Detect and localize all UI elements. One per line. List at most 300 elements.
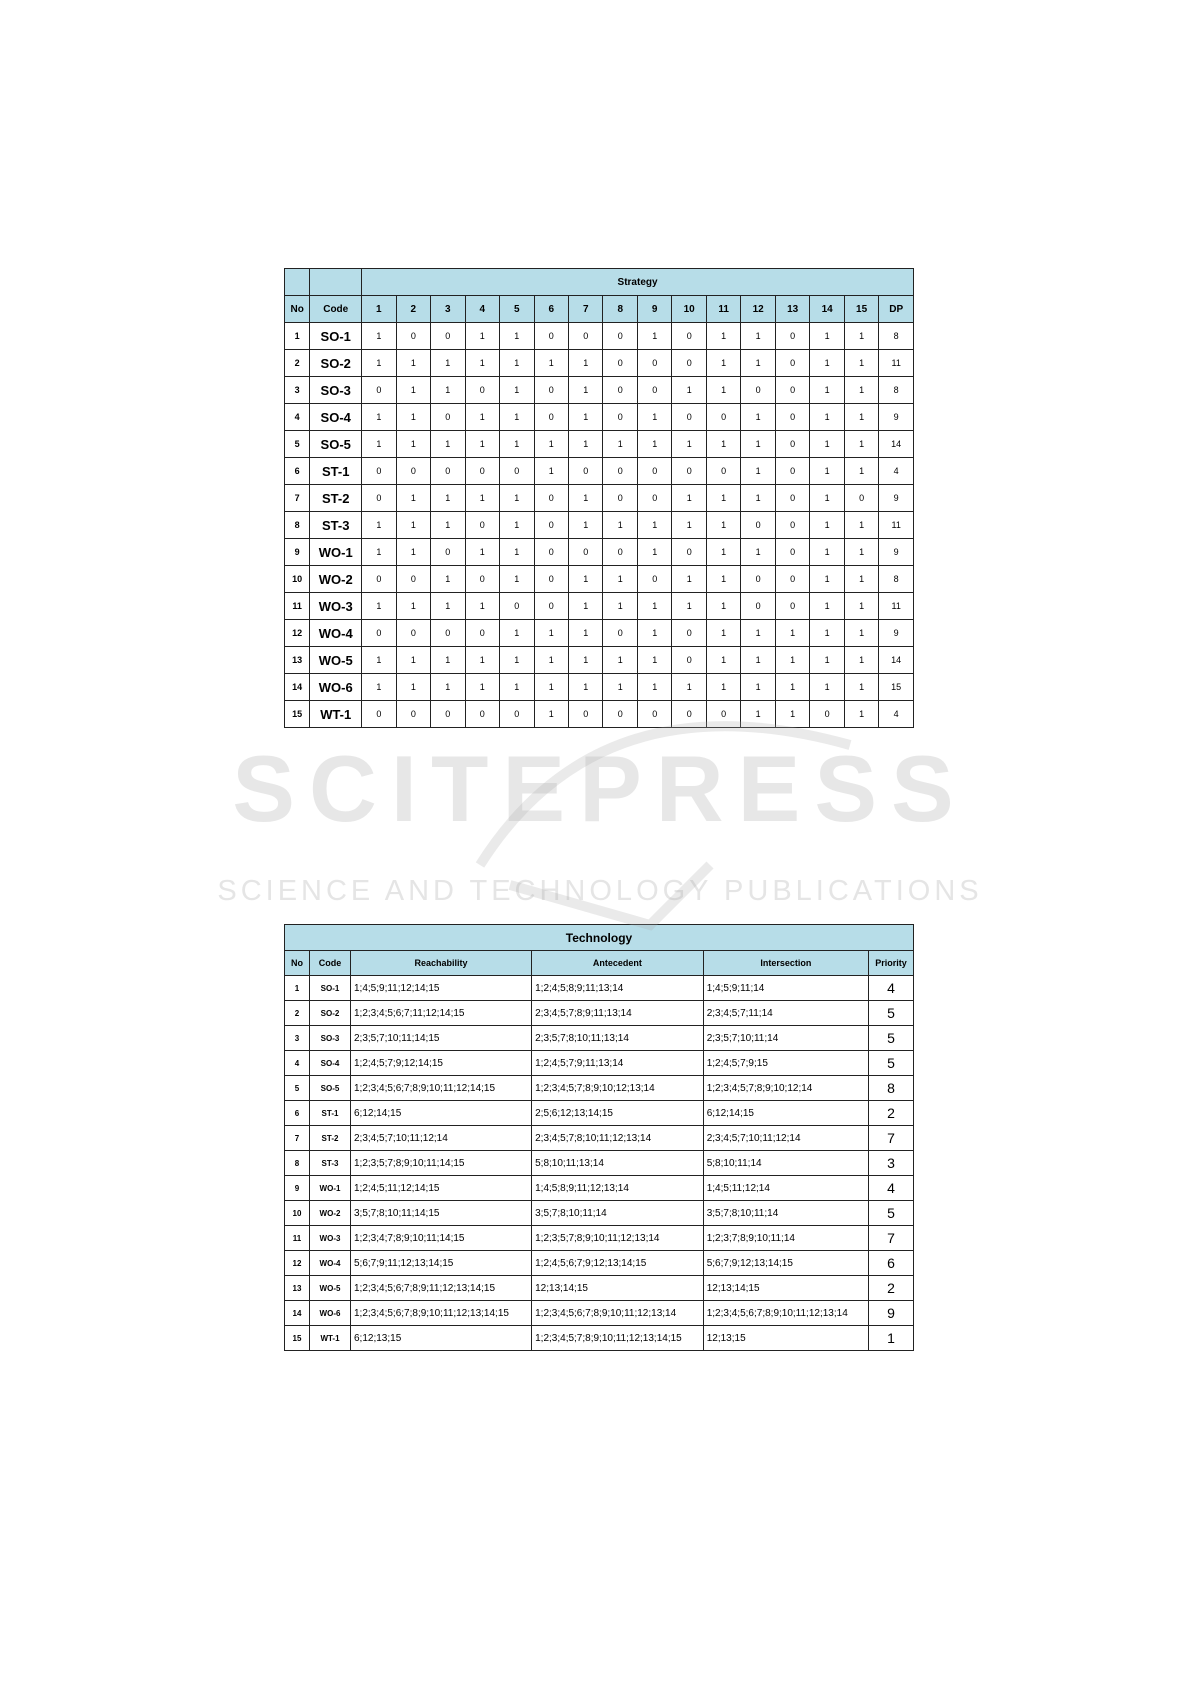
- matrix-cell: 1: [741, 458, 775, 485]
- table-row: [285, 647, 914, 674]
- row-number: 2: [285, 1001, 310, 1026]
- matrix-cell: 0: [603, 323, 637, 350]
- matrix-cell: 1: [362, 512, 396, 539]
- matrix-cell: 1: [810, 593, 844, 620]
- table-row: [285, 1001, 914, 1026]
- matrix-cell: 1: [637, 539, 671, 566]
- matrix-cell: 0: [637, 350, 671, 377]
- intersection-cell: 5;8;10;11;14: [703, 1151, 868, 1176]
- matrix-cell: 1: [637, 323, 671, 350]
- matrix-cell: 1: [844, 647, 878, 674]
- matrix-cell: 1: [465, 647, 499, 674]
- matrix-cell: 1: [362, 431, 396, 458]
- matrix-cell: 0: [637, 377, 671, 404]
- matrix-cell: 1: [810, 620, 844, 647]
- matrix-cell: 1: [706, 539, 740, 566]
- row-code: SO-1: [310, 323, 362, 350]
- matrix-cell: 1: [603, 431, 637, 458]
- matrix-cell: 1: [500, 485, 534, 512]
- matrix-cell: 9: [879, 539, 914, 566]
- intersection-cell: 1;2;4;5;7;9;15: [703, 1051, 868, 1076]
- row-number: 15: [285, 701, 310, 728]
- matrix-cell: 1: [534, 647, 568, 674]
- matrix-cell: 1: [603, 593, 637, 620]
- matrix-cell: 1: [569, 647, 603, 674]
- matrix-cell: 1: [362, 593, 396, 620]
- intersection-cell: 2;3;4;5;7;11;14: [703, 1001, 868, 1026]
- row-number: 6: [285, 458, 310, 485]
- matrix-cell: 1: [637, 620, 671, 647]
- matrix-cell: 0: [706, 458, 740, 485]
- row-code: ST-3: [310, 1151, 351, 1176]
- watermark-main-text: SCITEPRESS: [232, 736, 968, 841]
- matrix-cell: 1: [396, 539, 430, 566]
- matrix-cell: 1: [741, 323, 775, 350]
- matrix-cell: 0: [534, 593, 568, 620]
- matrix-cell: 1: [672, 377, 706, 404]
- matrix-cell: 1: [500, 512, 534, 539]
- matrix-cell: 0: [844, 485, 878, 512]
- strategy-body: [285, 323, 914, 728]
- matrix-cell: 9: [879, 620, 914, 647]
- matrix-cell: 1: [465, 539, 499, 566]
- col-header-8: 8: [603, 296, 637, 323]
- matrix-cell: 1: [844, 431, 878, 458]
- priority-cell: 2: [869, 1101, 914, 1126]
- matrix-cell: 1: [672, 674, 706, 701]
- matrix-cell: 0: [672, 539, 706, 566]
- matrix-cell: 1: [569, 350, 603, 377]
- matrix-cell: 9: [879, 404, 914, 431]
- col-header-intersection: Intersection: [703, 951, 868, 976]
- matrix-cell: 0: [775, 404, 809, 431]
- antecedent-cell: 1;2;4;5;6;7;9;12;13;14;15: [532, 1251, 704, 1276]
- matrix-cell: 1: [810, 404, 844, 431]
- matrix-cell: 1: [741, 539, 775, 566]
- col-header-no: No: [285, 296, 310, 323]
- antecedent-cell: 2;3;4;5;7;8;9;11;13;14: [532, 1001, 704, 1026]
- matrix-cell: 1: [741, 674, 775, 701]
- matrix-cell: 1: [534, 350, 568, 377]
- matrix-cell: 1: [396, 593, 430, 620]
- row-number: 3: [285, 1026, 310, 1051]
- row-code: WO-6: [310, 1301, 351, 1326]
- col-header-6: 6: [534, 296, 568, 323]
- row-number: 10: [285, 566, 310, 593]
- row-code: SO-4: [310, 1051, 351, 1076]
- row-number: 2: [285, 350, 310, 377]
- matrix-cell: 8: [879, 323, 914, 350]
- matrix-cell: 0: [362, 377, 396, 404]
- priority-cell: 1: [869, 1326, 914, 1351]
- matrix-cell: 0: [741, 566, 775, 593]
- technology-table: [284, 924, 914, 1351]
- matrix-cell: 1: [844, 566, 878, 593]
- matrix-cell: 1: [396, 485, 430, 512]
- intersection-cell: 12;13;15: [703, 1326, 868, 1351]
- matrix-cell: 0: [569, 701, 603, 728]
- matrix-cell: 15: [879, 674, 914, 701]
- matrix-cell: 1: [810, 377, 844, 404]
- matrix-cell: 14: [879, 647, 914, 674]
- row-code: WO-5: [310, 1276, 351, 1301]
- row-code: WO-2: [310, 1201, 351, 1226]
- matrix-cell: 1: [569, 377, 603, 404]
- matrix-cell: 0: [603, 620, 637, 647]
- matrix-cell: 1: [500, 566, 534, 593]
- technology-header-row: [285, 951, 914, 976]
- matrix-cell: 0: [603, 539, 637, 566]
- table-row: [285, 1151, 914, 1176]
- table-row: [285, 1326, 914, 1351]
- reachability-cell: 1;2;3;4;5;6;7;8;9;10;11;12;14;15: [351, 1076, 532, 1101]
- row-number: 12: [285, 620, 310, 647]
- table-row: [285, 539, 914, 566]
- matrix-cell: 0: [465, 458, 499, 485]
- matrix-cell: 11: [879, 512, 914, 539]
- matrix-cell: 4: [879, 458, 914, 485]
- matrix-cell: 0: [362, 458, 396, 485]
- priority-cell: 2: [869, 1276, 914, 1301]
- row-code: SO-3: [310, 377, 362, 404]
- technology-title-row: [285, 925, 914, 951]
- table-row: [285, 701, 914, 728]
- matrix-cell: 0: [534, 323, 568, 350]
- matrix-cell: 1: [844, 512, 878, 539]
- col-header-9: 9: [637, 296, 671, 323]
- matrix-cell: 9: [879, 485, 914, 512]
- matrix-cell: 1: [741, 620, 775, 647]
- matrix-cell: 1: [706, 566, 740, 593]
- matrix-cell: 0: [775, 512, 809, 539]
- row-number: 9: [285, 1176, 310, 1201]
- matrix-cell: 1: [465, 350, 499, 377]
- matrix-cell: 1: [534, 458, 568, 485]
- strategy-title-row: [285, 269, 914, 296]
- table-row: [285, 404, 914, 431]
- strategy-matrix-table: [284, 268, 914, 728]
- table-row: [285, 1301, 914, 1326]
- reachability-cell: 1;2;3;4;5;6;7;8;9;11;12;13;14;15: [351, 1276, 532, 1301]
- matrix-cell: 1: [775, 620, 809, 647]
- row-number: 9: [285, 539, 310, 566]
- matrix-cell: 0: [465, 620, 499, 647]
- priority-cell: 3: [869, 1151, 914, 1176]
- col-header-dp: DP: [879, 296, 914, 323]
- matrix-cell: 1: [396, 431, 430, 458]
- matrix-cell: 0: [706, 404, 740, 431]
- matrix-cell: 1: [362, 404, 396, 431]
- matrix-cell: 1: [810, 674, 844, 701]
- matrix-cell: 0: [603, 377, 637, 404]
- row-number: 5: [285, 431, 310, 458]
- strategy-title: Strategy: [362, 269, 914, 296]
- col-header-no: No: [285, 951, 310, 976]
- matrix-cell: 1: [741, 485, 775, 512]
- matrix-cell: 1: [844, 701, 878, 728]
- matrix-cell: 0: [569, 323, 603, 350]
- table-row: [285, 1051, 914, 1076]
- matrix-cell: 0: [534, 512, 568, 539]
- intersection-cell: 2;3;5;7;10;11;14: [703, 1026, 868, 1051]
- priority-cell: 5: [869, 1051, 914, 1076]
- row-code: SO-3: [310, 1026, 351, 1051]
- col-header-antecedent: Antecedent: [532, 951, 704, 976]
- row-code: ST-1: [310, 458, 362, 485]
- reachability-cell: 6;12;13;15: [351, 1326, 532, 1351]
- matrix-cell: 1: [706, 485, 740, 512]
- antecedent-cell: 1;2;4;5;8;9;11;13;14: [532, 976, 704, 1001]
- antecedent-cell: 1;2;3;4;5;7;8;9;10;11;12;13;14;15: [532, 1326, 704, 1351]
- matrix-cell: 1: [603, 647, 637, 674]
- matrix-cell: 0: [603, 701, 637, 728]
- row-number: 15: [285, 1326, 310, 1351]
- row-code: ST-2: [310, 1126, 351, 1151]
- strategy-header-row: [285, 296, 914, 323]
- matrix-cell: 1: [465, 485, 499, 512]
- matrix-cell: 1: [500, 647, 534, 674]
- col-header-12: 12: [741, 296, 775, 323]
- matrix-cell: 1: [706, 512, 740, 539]
- matrix-cell: 11: [879, 593, 914, 620]
- matrix-cell: 0: [672, 323, 706, 350]
- corner-cell: [285, 269, 310, 296]
- table-row: [285, 566, 914, 593]
- matrix-cell: 0: [775, 458, 809, 485]
- matrix-cell: 1: [810, 512, 844, 539]
- matrix-cell: 1: [465, 593, 499, 620]
- table-row: [285, 1176, 914, 1201]
- matrix-cell: 1: [569, 431, 603, 458]
- row-code: WO-5: [310, 647, 362, 674]
- matrix-cell: 1: [810, 323, 844, 350]
- row-code: ST-3: [310, 512, 362, 539]
- table-row: [285, 1226, 914, 1251]
- matrix-cell: 1: [741, 431, 775, 458]
- matrix-cell: 0: [775, 350, 809, 377]
- matrix-cell: 0: [706, 701, 740, 728]
- antecedent-cell: 2;3;5;7;8;10;11;13;14: [532, 1026, 704, 1051]
- matrix-cell: 0: [775, 539, 809, 566]
- row-code: WO-6: [310, 674, 362, 701]
- matrix-cell: 1: [810, 350, 844, 377]
- matrix-cell: 1: [431, 431, 465, 458]
- col-header-11: 11: [706, 296, 740, 323]
- antecedent-cell: 1;2;4;5;7;9;11;13;14: [532, 1051, 704, 1076]
- priority-cell: 7: [869, 1126, 914, 1151]
- antecedent-cell: 12;13;14;15: [532, 1276, 704, 1301]
- matrix-cell: 1: [810, 539, 844, 566]
- row-code: SO-4: [310, 404, 362, 431]
- matrix-cell: 1: [465, 404, 499, 431]
- col-header-code: Code: [310, 296, 362, 323]
- matrix-cell: 0: [741, 377, 775, 404]
- matrix-cell: 1: [569, 674, 603, 701]
- matrix-cell: 1: [500, 377, 534, 404]
- matrix-cell: 0: [637, 566, 671, 593]
- matrix-cell: 1: [844, 377, 878, 404]
- matrix-cell: 0: [465, 566, 499, 593]
- matrix-cell: 1: [362, 647, 396, 674]
- matrix-cell: 0: [362, 566, 396, 593]
- table-row: [285, 1101, 914, 1126]
- row-number: 3: [285, 377, 310, 404]
- row-number: 4: [285, 404, 310, 431]
- matrix-cell: 0: [672, 404, 706, 431]
- col-header-5: 5: [500, 296, 534, 323]
- matrix-cell: 1: [500, 350, 534, 377]
- matrix-cell: 1: [672, 512, 706, 539]
- matrix-cell: 0: [741, 512, 775, 539]
- matrix-cell: 0: [362, 485, 396, 512]
- row-number: 13: [285, 1276, 310, 1301]
- intersection-cell: 2;3;4;5;7;10;11;12;14: [703, 1126, 868, 1151]
- matrix-cell: 0: [569, 539, 603, 566]
- row-code: WO-1: [310, 1176, 351, 1201]
- matrix-cell: 1: [431, 674, 465, 701]
- col-header-15: 15: [844, 296, 878, 323]
- matrix-cell: 1: [706, 350, 740, 377]
- matrix-cell: 1: [465, 323, 499, 350]
- row-code: SO-2: [310, 350, 362, 377]
- matrix-cell: 0: [362, 701, 396, 728]
- matrix-cell: 0: [637, 485, 671, 512]
- row-code: WO-3: [310, 1226, 351, 1251]
- antecedent-cell: 1;4;5;8;9;11;12;13;14: [532, 1176, 704, 1201]
- table-row: [285, 674, 914, 701]
- matrix-cell: 1: [706, 323, 740, 350]
- intersection-cell: 1;4;5;9;11;14: [703, 976, 868, 1001]
- matrix-cell: 4: [879, 701, 914, 728]
- matrix-cell: 1: [465, 431, 499, 458]
- reachability-cell: 5;6;7;9;11;12;13;14;15: [351, 1251, 532, 1276]
- reachability-cell: 1;4;5;9;11;12;14;15: [351, 976, 532, 1001]
- matrix-cell: 1: [396, 647, 430, 674]
- priority-cell: 7: [869, 1226, 914, 1251]
- table-row: [285, 458, 914, 485]
- matrix-cell: 0: [810, 701, 844, 728]
- corner-cell: [310, 269, 362, 296]
- matrix-cell: 1: [431, 377, 465, 404]
- matrix-cell: 1: [396, 350, 430, 377]
- matrix-cell: 0: [603, 458, 637, 485]
- row-number: 13: [285, 647, 310, 674]
- matrix-cell: 1: [362, 674, 396, 701]
- row-number: 6: [285, 1101, 310, 1126]
- row-code: SO-2: [310, 1001, 351, 1026]
- matrix-cell: 1: [844, 593, 878, 620]
- matrix-cell: 1: [569, 566, 603, 593]
- matrix-cell: 1: [672, 431, 706, 458]
- matrix-cell: 0: [500, 593, 534, 620]
- matrix-cell: 1: [465, 674, 499, 701]
- matrix-cell: 1: [362, 539, 396, 566]
- matrix-cell: 1: [810, 566, 844, 593]
- matrix-cell: 0: [603, 485, 637, 512]
- intersection-cell: 3;5;7;8;10;11;14: [703, 1201, 868, 1226]
- intersection-cell: 1;4;5;11;12;14: [703, 1176, 868, 1201]
- table-row: [285, 620, 914, 647]
- matrix-cell: 1: [672, 593, 706, 620]
- matrix-cell: 1: [500, 323, 534, 350]
- matrix-cell: 0: [396, 701, 430, 728]
- row-number: 1: [285, 976, 310, 1001]
- antecedent-cell: 1;2;3;5;7;8;9;10;11;12;13;14: [532, 1226, 704, 1251]
- priority-cell: 6: [869, 1251, 914, 1276]
- matrix-cell: 1: [569, 404, 603, 431]
- matrix-cell: 0: [396, 566, 430, 593]
- priority-cell: 8: [869, 1076, 914, 1101]
- antecedent-cell: 2;5;6;12;13;14;15: [532, 1101, 704, 1126]
- matrix-cell: 1: [500, 404, 534, 431]
- table-row: [285, 431, 914, 458]
- intersection-cell: 1;2;3;7;8;9;10;11;14: [703, 1226, 868, 1251]
- matrix-cell: 1: [396, 404, 430, 431]
- row-number: 11: [285, 1226, 310, 1251]
- matrix-cell: 8: [879, 566, 914, 593]
- matrix-cell: 1: [534, 674, 568, 701]
- row-number: 11: [285, 593, 310, 620]
- matrix-cell: 0: [534, 404, 568, 431]
- matrix-cell: 0: [672, 458, 706, 485]
- reachability-cell: 1;2;3;5;7;8;9;10;11;14;15: [351, 1151, 532, 1176]
- matrix-cell: 0: [603, 350, 637, 377]
- row-code: ST-2: [310, 485, 362, 512]
- matrix-cell: 0: [431, 539, 465, 566]
- matrix-cell: 1: [844, 620, 878, 647]
- table-row: [285, 976, 914, 1001]
- matrix-cell: 1: [534, 620, 568, 647]
- matrix-cell: 1: [844, 404, 878, 431]
- row-code: SO-5: [310, 431, 362, 458]
- matrix-cell: 1: [844, 350, 878, 377]
- matrix-cell: 0: [775, 593, 809, 620]
- table-row: [285, 323, 914, 350]
- matrix-cell: 0: [637, 701, 671, 728]
- table-row: [285, 1126, 914, 1151]
- matrix-cell: 0: [603, 404, 637, 431]
- reachability-cell: 1;2;4;5;11;12;14;15: [351, 1176, 532, 1201]
- intersection-cell: 1;2;3;4;5;6;7;8;9;10;11;12;13;14: [703, 1301, 868, 1326]
- table-row: [285, 485, 914, 512]
- matrix-cell: 1: [431, 485, 465, 512]
- reachability-cell: 6;12;14;15: [351, 1101, 532, 1126]
- matrix-cell: 1: [431, 566, 465, 593]
- row-code: WO-2: [310, 566, 362, 593]
- matrix-cell: 1: [603, 566, 637, 593]
- matrix-cell: 0: [672, 350, 706, 377]
- reachability-cell: 1;2;3;4;5;6;7;8;9;10;11;12;13;14;15: [351, 1301, 532, 1326]
- col-header-reachability: Reachability: [351, 951, 532, 976]
- reachability-cell: 1;2;4;5;7;9;12;14;15: [351, 1051, 532, 1076]
- matrix-cell: 0: [500, 701, 534, 728]
- table-row: [285, 350, 914, 377]
- matrix-cell: 1: [569, 485, 603, 512]
- matrix-cell: 0: [431, 404, 465, 431]
- matrix-cell: 1: [844, 674, 878, 701]
- row-number: 12: [285, 1251, 310, 1276]
- matrix-cell: 1: [569, 512, 603, 539]
- col-header-code: Code: [310, 951, 351, 976]
- priority-cell: 4: [869, 976, 914, 1001]
- matrix-cell: 1: [844, 539, 878, 566]
- row-number: 7: [285, 1126, 310, 1151]
- matrix-cell: 1: [810, 485, 844, 512]
- intersection-cell: 6;12;14;15: [703, 1101, 868, 1126]
- matrix-cell: 1: [706, 431, 740, 458]
- matrix-cell: 1: [396, 512, 430, 539]
- matrix-cell: 0: [465, 377, 499, 404]
